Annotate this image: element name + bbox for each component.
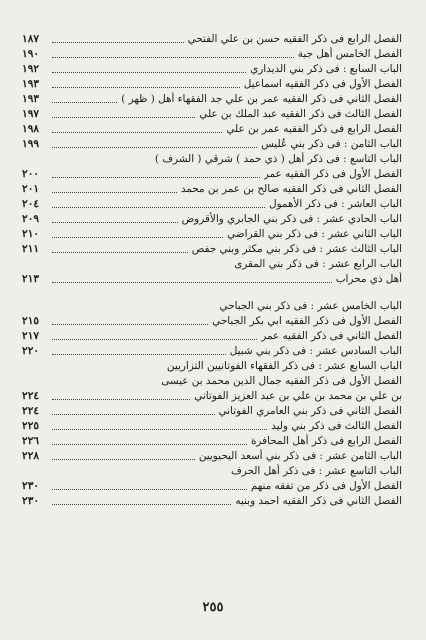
toc-entry [22,449,402,464]
toc-entry-title: الفصل الثاني فى ذكر الفقيه صالح بن عمر بن محمد [180,183,402,195]
table-of-contents [22,32,402,509]
toc-entry-title: الفصل الثاني فى ذكر بني العامري الفوتاني [218,405,402,417]
toc-entry-page: ٢١١ [22,243,40,255]
dot-leader [52,87,240,88]
toc-entry-page: ١٩٧ [22,108,40,120]
dot-leader [52,324,208,325]
toc-entry-title: الباب الثاني عشر : فى ذكر بني القراضي [227,228,402,240]
toc-entry-page: ٢١٠ [22,228,40,240]
toc-entry-page: ٢٠١ [22,183,40,195]
toc-entry [22,107,402,122]
toc-entry-title: الفصل الثالث فى ذكر بني وليد [271,420,402,432]
toc-entry-page: ٢١٥ [22,315,40,327]
toc-entry-title: الباب السادس عشر : فى ذكر بني شبيل [229,345,402,357]
toc-entry-title: الباب الخامس عشر : فى ذكر بني الجباحي [219,300,402,312]
toc-entry-page: ٢٠٩ [22,213,40,225]
dot-leader [52,399,190,400]
toc-entry-page: ١٨٧ [22,33,40,45]
toc-entry-title: الفصل الأول فى ذكر الفقيه اسماعيل [243,78,402,90]
toc-entry [22,197,402,212]
toc-entry [22,434,402,449]
toc-entry [22,479,402,494]
toc-entry-page: ٢٣٠ [22,495,40,507]
dot-leader [52,489,247,490]
toc-entry [22,404,402,419]
toc-entry-page: ٢٢٤ [22,390,40,402]
toc-entry [22,92,402,107]
toc-entry [22,314,402,329]
dot-leader [52,222,178,223]
dot-leader [52,57,294,58]
toc-entry [22,152,402,167]
toc-entry [22,227,402,242]
toc-entry-page: ١٩٣ [22,93,40,105]
dot-leader [52,429,267,430]
toc-entry-title: الفصل الثالث فى ذكر الفقيه عبد الملك بن علي [199,108,402,120]
toc-entry-title: الباب الثالث عشر : فى ذكر بني مكثر وبني جفص [191,243,402,255]
toc-entry-page: ١٩٣ [22,78,40,90]
dot-leader [52,237,223,238]
toc-entry [22,77,402,92]
toc-entry-title: الفصل الأول فى ذكر الفقيه ابي بكر الجباحي [212,315,402,327]
dot-leader [52,102,117,103]
toc-entry-title: الباب الثامن : فى ذكر بني عُليس [261,138,402,150]
toc-entry-title: الباب الرابع عشر : فى ذكر بني المقرى [234,258,402,270]
toc-entry-title: الفصل الثاني فى ذكر الفقيه احمد وبنيه [235,495,402,507]
toc-entry-title: الفصل الثاني فى ذكر الفقيه عمر [261,330,402,342]
toc-entry [22,242,402,257]
dot-leader [52,414,215,415]
toc-entry-page: ٢١٧ [22,330,40,342]
dot-leader [52,147,257,148]
toc-entry [22,257,402,272]
dot-leader [52,42,184,43]
toc-entry-page: ٢٠٠ [22,168,40,180]
toc-entry [22,182,402,197]
toc-entry-page: ٢٢٦ [22,435,40,447]
dot-leader [52,72,246,73]
toc-entry [22,32,402,47]
dot-leader [52,207,265,208]
toc-entry-title: الفصل الرابع فى ذكر الفقيه حسن بن علي الفتحي [187,33,402,45]
toc-entry-title: الفصل الخامس أهل جبة [297,48,402,60]
toc-entry [22,62,402,77]
toc-entry [22,272,402,287]
toc-entry-page: ٢٢٠ [22,345,40,357]
dot-leader [52,504,231,505]
toc-entry [22,344,402,359]
toc-entry-page: ٢٢٤ [22,405,40,417]
toc-entry [22,137,402,152]
dot-leader [52,177,260,178]
toc-entry [22,494,402,509]
toc-entry-title: الباب الحادي عشر : فى ذكر بني الجابري والأقروض [181,213,402,225]
dot-leader [52,252,188,253]
dot-leader [52,282,332,283]
toc-entry-title: الباب الثامن عشر : فى ذكر بني أسعد اليحيويين [198,450,402,462]
toc-entry-page: ١٩٩ [22,138,40,150]
toc-entry-page: ١٩٢ [22,63,40,75]
toc-entry-page: ١٩٨ [22,123,40,135]
dot-leader [52,354,226,355]
toc-entry-title: الفصل الأول فى ذكر الفقيه عمر [263,168,402,180]
toc-entry-title: الباب التاسع عشر : فى ذكر أهل الحرف [231,465,402,477]
page-number: ٢٥٥ [202,600,224,615]
toc-entry [22,359,402,374]
toc-entry-title: الفصل الرابع فى ذكر أهل المحافرة [250,435,402,447]
dot-leader [52,444,247,445]
toc-entry-title: أهل ذي محراب [335,273,402,285]
toc-entry [22,419,402,434]
toc-entry [22,374,402,389]
toc-entry-title: الفصل الثاني فى ذكر الفقيه عمر بن علي جد الفقهاء أهل ( ظهر ) [121,93,402,105]
toc-entry-title: الفصل الأول فى ذكر من تفقه منهم [250,480,402,492]
toc-entry [22,122,402,137]
toc-entry [22,47,402,62]
toc-entry-page: ٢٢٥ [22,420,40,432]
dot-leader [52,339,257,340]
toc-entry-title: الباب السابع : فى ذكر بني الديداري [250,63,402,75]
dot-leader [52,132,222,133]
toc-entry-title: بن علي بن محمد بن علي بن عبد العزيز الفوتاني [194,390,402,402]
toc-entry [22,389,402,404]
toc-entry [22,167,402,182]
dot-leader [52,192,177,193]
dot-leader [52,459,195,460]
toc-entry [22,329,402,344]
toc-entry-title: الفصل الأول فى ذكر الفقيه جمال الدين محمد بن عيسى [161,375,402,387]
toc-entry-title: الباب السابع عشر : فى ذكر الفقهاء الفوتانيين التزاريين [166,360,402,372]
toc-entry [22,464,402,479]
toc-entry-page: ٢٢٨ [22,450,40,462]
toc-entry [22,212,402,227]
toc-entry-page: ٢٠٤ [22,198,40,210]
toc-entry [22,299,402,314]
toc-entry-title: الباب العاشر : فى ذكر الأهمول [269,198,402,210]
toc-entry-page: ٢٣٠ [22,480,40,492]
toc-entry-title: الباب التاسع : فى ذكر أهل ( ذي حمد ) شرقي ( الشرف ) [154,153,402,165]
toc-entry-page: ٢١٣ [22,273,40,285]
toc-entry-title: الفصل الرابع فى ذكر الفقيه عمر بن علي [226,123,402,135]
dot-leader [52,117,195,118]
toc-entry-page: ١٩٠ [22,48,40,60]
